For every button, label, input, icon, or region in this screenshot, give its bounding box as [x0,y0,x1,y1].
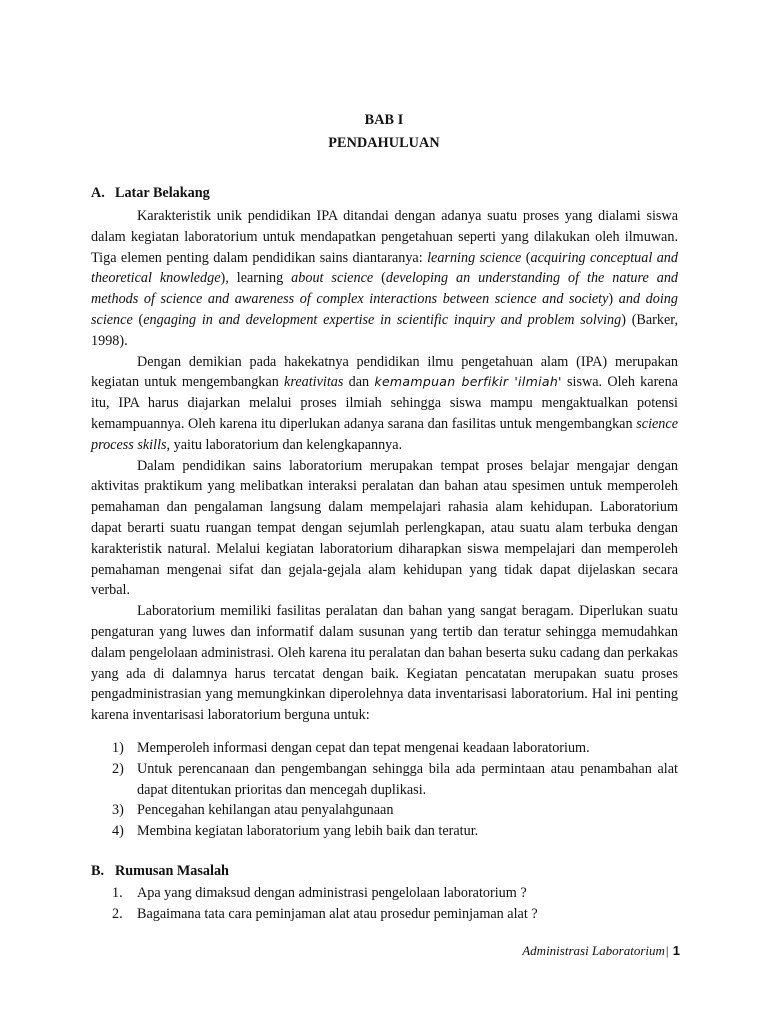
p1-text-7: ) (Barker, 1998). [91,311,678,349]
p1-italic-1: learning science [427,249,522,266]
list-number: 2) [112,760,124,777]
list-item [91,821,678,842]
list-text: Memperoleh informasi dengan cepat dan tepat mengenai keadaan laboratorium. [137,740,590,756]
footer-title: Administrasi Laboratorium [522,943,665,958]
p2-italic-1: kreativitas [284,374,344,391]
list-text: Apa yang dimaksud dengan administrasi pengelolaan laboratorium ? [137,885,527,901]
list-number: 2. [112,905,123,922]
chapter-number: BAB I [364,112,404,128]
paragraph-1 [91,206,678,352]
paragraph-3: Dalam pendidikan sains laboratorium merupakan tempat proses belajar mengajar dengan aktivitas praktikum yang melibatkan interaksi peralatan dan bahan atau spesimen untuk memperoleh pemahaman dan pengalaman langsung dalam mempelajari rahasia alam kehidupan. Laboratorium dapat berarti suatu ruangan tempat dengan sejumlah perlengkapan, atau suatu alam terbuka dengan karakteristik natural. Melalui kegiatan laboratorium diharapkan siswa mempelajari dan memperoleh pemahaman mengenai sifat dan gejala-gejala alam kehidupan yang tidak dapat dijelaskan secara verbal. [91,457,678,599]
page-footer [522,943,680,959]
list-number: 4) [112,823,124,840]
p1-italic-3: about science [291,270,374,287]
section-a-title: Latar Belakang [115,185,210,201]
list-item [91,738,678,759]
section-a-heading [91,185,210,202]
section-a-letter: A. [91,185,105,201]
list-text: Bagaimana tata cara peminjaman alat atau prosedur peminjaman alat ? [137,905,538,922]
inventory-benefits-list [91,738,678,842]
section-b-heading [91,863,229,880]
p1-text-1: Karakteristik unik pendidikan IPA ditandai dengan adanya suatu proses yang dialami siswa dalam kegiatan laboratorium untuk mendapatkan pengetahuan seperti yang dilakukan oleh ilmuwan. Tiga elemen penting dalam pendidikan sains diantaranya: [91,208,678,266]
p1-text-6: ( [132,311,144,328]
list-item [91,883,678,904]
p1-italic-6: engaging in and development expertise in scientific inquiry and problem solving [143,311,622,328]
section-b-letter: B. [91,863,105,879]
list-text: Membina kegiatan laboratorium yang lebih baik dan teratur. [137,823,479,840]
paragraph-2 [91,352,678,456]
p1-italic-4: developing an understanding of the nature and methods of science and awareness of complex interactions between science and society [91,270,679,308]
footer-separator: | [665,943,669,958]
chapter-title: PENDAHULUAN [328,135,440,151]
p1-text-5: ) [608,291,619,308]
list-number: 3) [112,802,124,819]
p1-italic-2: acquiring conceptual and theoretical knowledge [91,249,678,287]
section-b-title: Rumusan Masalah [115,863,229,879]
p2-text-2: dan [343,374,375,391]
p1-text-4: ( [373,270,386,287]
p2-text-4: , yaitu laboratorium dan kelengkapannya. [166,436,403,453]
p1-italic-5: and doing science [91,291,678,328]
p2-script-text: kemampuan berfikir 'ilmiah' [374,374,562,390]
list-number: 1) [112,740,124,756]
paragraph-4: Laboratorium memiliki fasilitas peralatan dan bahan yang sangat beragam. Diperlukan suatu pengaturan yang luwes dan informatif dalam susunan yang tertib dan teratur sehingga memudahkan dalam pengelolaan administrasi. Oleh karena itu peralatan dan bahan beserta suku cadang dan perkakas yang ada di dalamnya harus tercatat dengan baik. Kegiatan pencatatan merupakan suatu proses pengadministrasian yang memungkinkan diperolehnya data inventarisasi laboratorium. Hal ini penting karena inventarisasi laboratorium berguna untuk: [91,603,678,724]
list-item [91,904,678,925]
list-text: Untuk perencanaan dan pengembangan sehingga bila ada permintaan atau penambahan alat dapat ditentukan prioritas dan mencegah duplikasi. [137,760,678,798]
list-item [91,800,678,821]
p1-text-3: ), learning [220,270,292,287]
problem-formulation-list [91,883,678,925]
page-number: 1 [672,943,680,958]
list-text: Pencegahan kehilangan atau penyalahgunaan [137,802,394,819]
p2-text-1: Dengan demikian pada hakekatnya pendidikan ilmu pengetahuan alam (IPA) merupakan kegiatan untuk mengembangkan [91,353,678,391]
list-number: 1. [112,885,123,901]
section-a-body [91,206,678,726]
p2-text-3: siswa. Oleh karena itu, IPA harus diajarkan melalui proses ilmiah sehingga siswa mampu mengaktualkan potensi kemampuannya. Oleh karena itu diperlukan adanya sarana dan fasilitas untuk mengembangkan [91,374,678,432]
p2-italic-2: science process skills [91,415,678,453]
p1-text-2: ( [521,249,531,266]
list-item [91,759,678,801]
